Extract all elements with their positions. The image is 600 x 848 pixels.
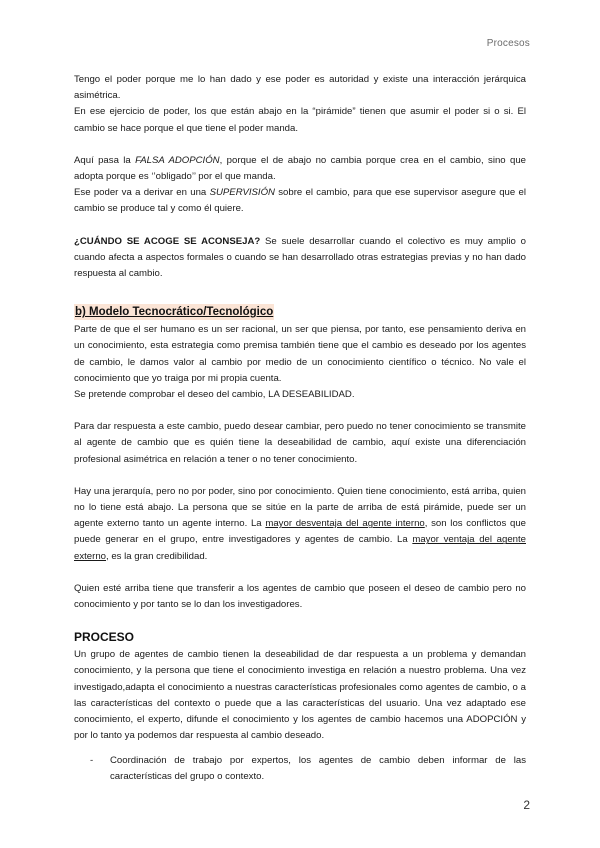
text-fragment: Hay una jerarquía, pero no por poder, sino por conocimiento. Quien tiene conocimiento, está arriba, quien no lo tiene está abajo. La persona que se sitúe en la parte de arriba de está pirámide, puede ser un agente externo tanto un agente interno. La [74,485,526,530]
text-fragment: sobre el cambio, para que ese supervisor asegure que el cambio se produce tal y como él quiere. [74,187,526,215]
section-heading-technocratic-model: b) Modelo Tecnocrático/Tecnológico [75,306,274,319]
dash-bullet: - [90,754,94,766]
paragraph-false-adoption [74,153,526,218]
text-fragment: Se suele desarrollar cuando el colectivo es muy amplio o cuando afecta a aspectos formales o cuando se han desarrollado otras estrategias previas y no han dado respuesta al cambio. [74,235,526,280]
underline-external-advantage: mayor ventaja del agente externo [74,534,526,562]
paragraph-power [74,72,526,137]
paragraph-process: Un grupo de agentes de cambio tienen la deseabilidad de dar respuesta a un problema y demandan conocimiento, y la persona que tiene el conocimiento investiga en relación a nuestro problema. Una vez investigado,adapta el conocimiento a nuestras características profesionales como agentes de cambio, o a las características del contexto o puede que a las características del usuario. Una vez adaptado ese conocimiento, el experto, difunde el conocimiento y los agentes de cambio hacemos una ADOPCIÓN y por lo tanto ya podemos dar respuesta al cambio deseado. [74,649,526,742]
text-fragment: , son los conflictos que puede generar en el grupo, entre investigadores y agentes de cambio. La [74,518,526,546]
text-fragment: Aquí pasa la [74,154,136,166]
page-content [74,72,526,785]
page-number: 2 [523,798,530,812]
text-pyramid: En ese ejercicio de poder, los que están abajo en la “pirámide” tienen que asumir el poder si o si. El cambio se hace porque el que tiene el poder manda. [74,106,526,134]
bullet-list [74,753,526,785]
question-when-advised: ¿CUÁNDO SE ACOGE SE ACONSEJA? [74,235,261,247]
list-item [74,753,526,785]
paragraph-hierarchy [74,484,526,565]
paragraph-desirability: Se pretende comprobar el deseo del cambio, LA DESEABILIDAD. [74,389,355,401]
paragraph-response-change: Para dar respuesta a este cambio, puedo desear cambiar, pero puedo no tener conocimiento se transmite al agente de cambio que es quién tiene la deseabilidad de cambio, aquí existe una diferenciación profesional asimétrica en relación a tener o no tener conocimiento. [74,421,526,465]
list-item-text: Coordinación de trabajo por expertos, los agentes de cambio deben informar de las características del grupo o contexto. [110,754,526,782]
paragraph-when-advised [74,234,526,283]
emphasis-false-adoption: FALSA ADOPCIÓN [135,154,220,166]
text-fragment: , porque el de abajo no cambia porque crea en el cambio, sino que adopta porque es ‘’obligado’’ por el que manda. [74,154,526,183]
section-heading-proceso: PROCESO [74,630,135,645]
text-authority: Tengo el poder porque me lo han dado y ese poder es autoridad y existe una interacción jerárquica asimétrica. [74,74,526,102]
running-header: Procesos [486,38,530,49]
text-fragment: , es la gran credibilidad. [106,550,208,562]
emphasis-supervision: SUPERVISIÓN [209,187,275,199]
paragraph-rational-being: Parte de que el ser humano es un ser racional, un ser que piensa, por tanto, ese pensamiento deriva en un conocimiento, esta estrategia como premisa también tiene que el cambio es deseado por los agentes de cambio, le damos valor al cambio por medio de un conocimiento científico o técnico. No vale el conocimiento que yo traiga por mi propia cuenta. [74,324,526,384]
underline-internal-disadvantage: mayor desventaja del agente interno [265,518,425,530]
text-fragment: Ese poder va a derivar en una [74,187,210,199]
paragraph-transfer: Quien esté arriba tiene que transferir a los agentes de cambio que poseen el deseo de cambio pero no conocimiento y por tanto se lo dan los investigadores. [74,582,526,611]
